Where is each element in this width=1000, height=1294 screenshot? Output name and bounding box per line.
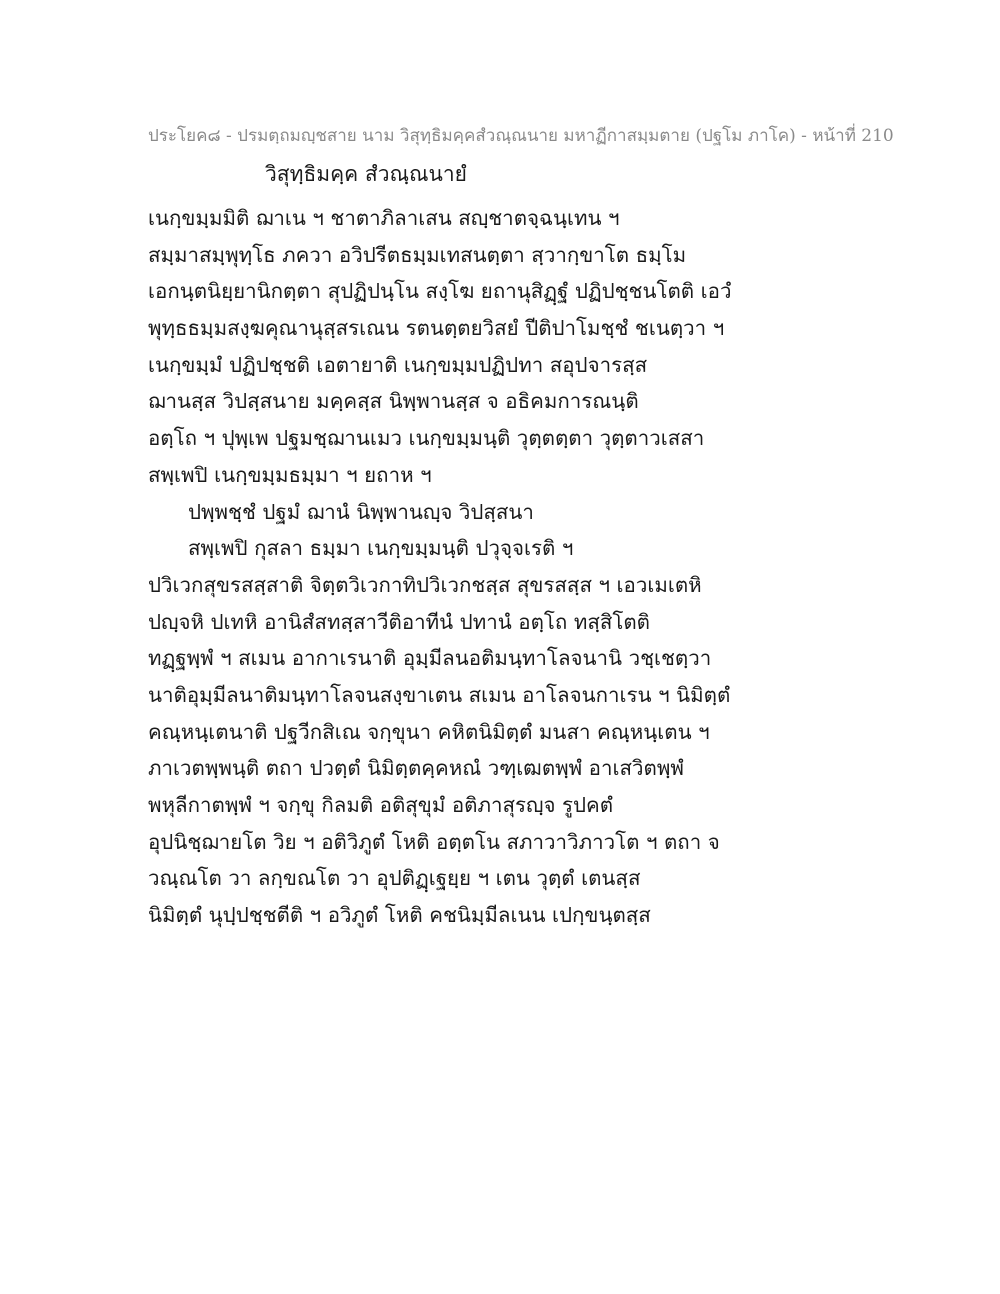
text-line: สพฺเพปิ เนกฺขมฺมธมฺมา ฯ ยถาห ฯ xyxy=(148,462,432,487)
text-line: พุทฺธธมฺมสงฺฆคุณานุสฺสรเณน รตนตฺตยวิสยํ ปีติปาโมชฺชํ ชเนตฺวา ฯ xyxy=(148,316,725,341)
text-line: ทฏฺฐพฺพํ ฯ สเมน อากาเรนาติ อุมฺมีลนอติมนฺทาโลจนานิ วชฺเชตฺวา xyxy=(148,646,712,671)
running-header: ประโยค๘ - ปรมตฺถมญฺชสาย นาม วิสุทฺธิมคฺคสํวณฺณนาย มหาฏีกาสมฺมตาย (ปฐโม ภาโค) - หน้าที่ 210 xyxy=(148,126,894,146)
text-line: เอกนฺตนิยฺยานิกตฺตา สุปฏิปนฺโน สงฺโฆ ยถานุสิฏฺฐํ ปฏิปชฺชนโตติ เอวํ xyxy=(148,279,732,304)
text-line: ปญฺจหิ ปเทหิ อานิสํสทสฺสาวีติอาทีนํ ปทานํ อตฺโถ ทสฺสิโตติ xyxy=(148,609,650,634)
text-line: นิมิตฺตํ นุปฺปชฺชตีติ ฯ อวิภูตํ โหติ คชนิมฺมีลเนน เปกฺขนฺตสฺส xyxy=(148,903,651,928)
text-line: อุปนิชฺฌายโต วิย ฯ อติวิภูตํ โหติ อตฺตโน สภาวาวิภาวโต ฯ ตถา จ xyxy=(148,829,720,854)
verse-line: สพฺเพปิ กุสลา ธมฺมา เนกฺขมฺมนฺติ ปวุจฺจเรติ ฯ xyxy=(188,536,574,561)
section-subtitle: วิสุทฺธิมคฺค สํวณฺณนายํ xyxy=(265,162,467,186)
text-line: เนกฺขมฺมมิติ ฌาเน ฯ ชาตาภิลาเสน สญฺชาตจฺฉนฺเทน ฯ xyxy=(148,206,620,230)
text-line: นาติอุมฺมีลนาติมนฺทาโลจนสงฺขาเตน สเมน อาโลจนกาเรน ฯ นิมิตฺตํ xyxy=(148,682,731,707)
text-line: ฌานสฺส วิปสฺสนาย มคฺคสฺส นิพฺพานสฺส จ อธิคมการณนฺติ xyxy=(148,389,639,414)
text-line: เนกฺขมฺมํ ปฏิปชฺชติ เอตายาติ เนกฺขมฺมปฏิปทา สอุปจารสฺส xyxy=(148,352,648,377)
text-line: คณฺหนฺเตนาติ ปฐวีกสิเณ จกฺขุนา คหิตนิมิตฺตํ มนสา คณฺหนฺเตน ฯ xyxy=(148,719,710,744)
text-line: ภาเวตพฺพนฺติ ตถา ปวตฺตํ นิมิตฺตคฺคหณํ วฑฺเฒตพฺพํ อาเสวิตพฺพํ xyxy=(148,756,684,781)
text-line: อตฺโถ ฯ ปุพฺเพ ปฐมชฺฌานเมว เนกฺขมฺมนฺติ วุตฺตตฺตา วุตฺตาวเสสา xyxy=(148,426,705,451)
text-line: สมฺมาสมฺพุทฺโธ ภควา อวิปรีตธมฺมเทสนตฺตา สฺวากฺขาโต ธมฺโม xyxy=(148,242,687,267)
text-line: พหุลีกาตพฺพํ ฯ จกฺขุ กิลมติ อติสุขุมํ อติภาสุรญฺจ รูปคตํ xyxy=(148,793,614,817)
body-text xyxy=(148,200,848,934)
verse-line: ปพฺพชฺชํ ปฐมํ ฌานํ นิพฺพานญฺจ วิปสฺสนา xyxy=(188,499,534,524)
text-line: ปวิเวกสุขรสสฺสาติ จิตฺตวิเวกาทิปวิเวกชสฺส สุขรสสฺส ฯ เอวเมเตหิ xyxy=(148,572,702,597)
text-line: วณฺณโต วา ลกฺขณโต วา อุปติฏฺเฐยฺย ฯ เตน วุตฺตํ เตนสฺส xyxy=(148,866,641,891)
